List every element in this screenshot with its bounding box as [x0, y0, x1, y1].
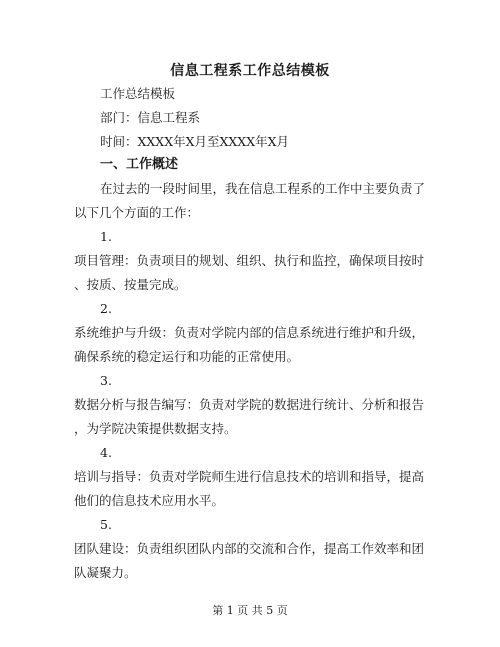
list-item-text-line: 队凝聚力。	[74, 565, 137, 580]
list-item-number: 1.	[100, 229, 112, 244]
list-item-number: 4.	[100, 445, 112, 460]
list-item-text-line: 他们的信息技术应用水平。	[74, 493, 225, 508]
list-item-text-line: 数据分析与报告编写：负责对学院的数据进行统计、分析和报告	[74, 397, 425, 412]
list-item-text-line: 项目管理：负责项目的规划、组织、执行和监控，确保项目按时	[74, 253, 425, 268]
list-item-number: 5.	[100, 517, 112, 532]
period-line: 时间：XXXX年X月至XXXX年X月	[100, 134, 289, 149]
list-item-number: 2.	[100, 301, 112, 316]
page-indicator: 第 1 页 共 5 页	[212, 604, 288, 617]
list-item-text-line: 团队建设：负责组织团队内部的交流和合作，提高工作效率和团	[74, 541, 425, 556]
department-line: 部门：信息工程系	[100, 110, 201, 125]
list-item-text-line: 确保系统的稳定运行和功能的正常使用。	[74, 349, 300, 364]
list-item-text-line: ，为学院决策提供数据支持。	[74, 421, 237, 436]
document-subtitle: 工作总结模板	[100, 86, 176, 101]
list-item-text-line: 、按质、按量完成。	[74, 277, 187, 292]
section-heading: 一、工作概述	[100, 157, 179, 172]
list-item-number: 3.	[100, 373, 112, 388]
document-title: 信息工程系工作总结模板	[170, 63, 330, 79]
list-item-text-line: 系统维护与升级：负责对学院内部的信息系统进行维护和升级，	[74, 325, 425, 340]
intro-text-line: 以下几个方面的工作：	[74, 205, 200, 220]
list-item-text-line: 培训与指导：负责对学院师生进行信息技术的培训和指导，提高	[74, 469, 425, 484]
intro-text-line: 在过去的一段时间里，我在信息工程系的工作中主要负责了	[100, 181, 426, 196]
